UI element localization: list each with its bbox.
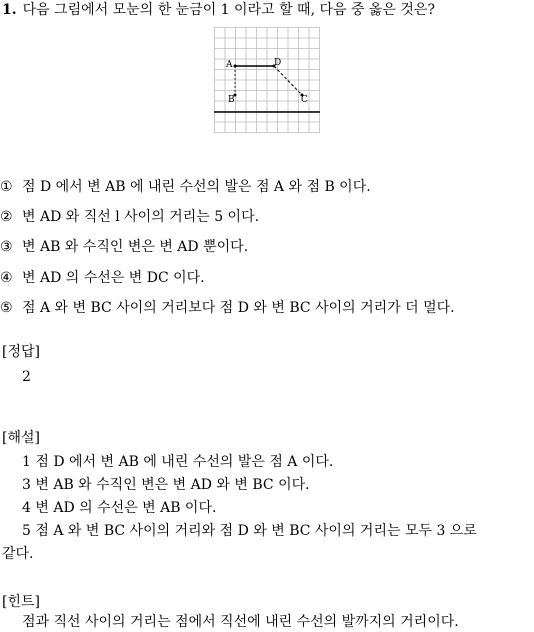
- label-c: C: [301, 95, 308, 105]
- grid-lines: [214, 27, 320, 133]
- label-b: B: [228, 95, 235, 105]
- choice-1-text: 점 D 에서 변 AB 에 내린 수선의 발은 점 A 와 점 B 이다.: [22, 179, 371, 195]
- choice-5-mark: ⑤: [0, 300, 13, 316]
- explanation-line-3: 4 변 AD 의 수선은 변 AB 이다.: [22, 500, 217, 516]
- hint-label: [힌트]: [2, 594, 40, 610]
- explanation-line-4: 5 점 A 와 변 BC 사이의 거리와 점 D 와 변 BC 사이의 거리는 모두 3 으로: [22, 523, 477, 539]
- choice-5-text: 점 A 와 변 BC 사이의 거리보다 점 D 와 변 BC 사이의 거리가 더 멀다.: [22, 300, 455, 316]
- choice-3-text: 변 AB 와 수직인 변은 변 AD 뿐이다.: [22, 239, 249, 255]
- explanation-label: [해설]: [2, 430, 40, 446]
- choice-1-mark: ①: [0, 179, 13, 195]
- point-a: [234, 65, 237, 68]
- explanation-line-5: 같다.: [2, 546, 34, 562]
- explanation-line-2: 3 변 AB 와 수직인 변은 변 AD 와 변 BC 이다.: [22, 477, 310, 493]
- label-a: A: [226, 60, 233, 70]
- hint-text: 점과 직선 사이의 거리는 점에서 직선에 내린 수선의 발까지의 거리이다.: [22, 614, 459, 630]
- choice-4-mark: ④: [0, 270, 13, 286]
- explanation-line-1: 1 점 D 에서 변 AB 에 내린 수선의 발은 점 A 이다.: [22, 454, 334, 470]
- question-prompt: 다음 그림에서 모눈의 한 눈금이 1 이라고 할 때, 다음 중 옳은 것은?: [22, 2, 435, 18]
- choice-4-text: 변 AD 의 수선은 변 DC 이다.: [22, 270, 205, 286]
- answer-label: [정답]: [2, 344, 40, 360]
- choice-2[interactable]: [0, 207, 259, 227]
- choice-2-mark: ②: [0, 209, 13, 225]
- question-title: [2, 0, 435, 20]
- answer-value: 2: [22, 369, 31, 385]
- choice-3[interactable]: [0, 237, 248, 257]
- choice-2-text: 변 AD 와 직선 l 사이의 거리는 5 이다.: [22, 209, 260, 225]
- label-d: D: [274, 58, 282, 68]
- choice-1[interactable]: [0, 177, 371, 197]
- choice-5[interactable]: [0, 298, 455, 318]
- choice-3-mark: ③: [0, 239, 13, 255]
- grid-figure: [214, 27, 320, 133]
- choice-4[interactable]: [0, 268, 205, 288]
- question-number: 1.: [2, 2, 17, 18]
